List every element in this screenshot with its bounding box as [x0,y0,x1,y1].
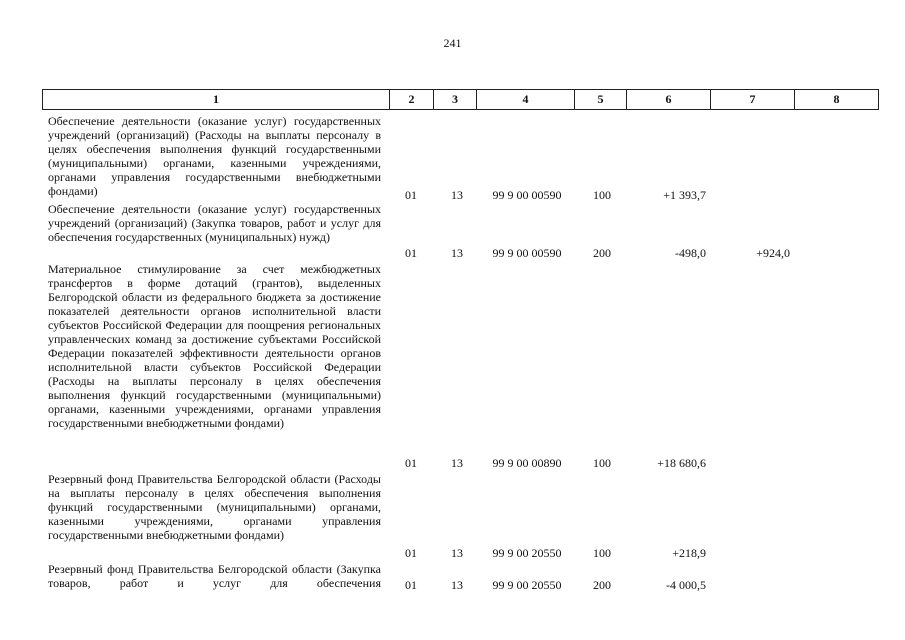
column-header-7: 7 [711,90,795,110]
row-pr: 13 [451,578,463,592]
row-pr: 13 [451,246,463,260]
row-amount-1: +218,9 [672,546,706,560]
column-header-5: 5 [575,90,627,110]
row-amount-1: -498,0 [675,246,706,260]
row-csr: 99 9 00 00890 [492,456,562,470]
page-number: 241 [443,36,462,50]
row-vr: 100 [593,546,611,560]
table-row [0,262,905,470]
column-header-3: 3 [434,90,477,110]
column-header-8: 8 [795,90,879,110]
row-description: Обеспечение деятельности (оказание услуг) государственных учреждений (организаций) (Закупка товаров, работ и услуг для обеспечения государственных (муниципальных) нужд) [48,202,381,244]
row-description: Резервный фонд Правительства Белгородской области (Расходы на выплаты персоналу в целях обеспечения выполнения функций государственными (муниципальными) органами, казенными учреждениями, органами управления государственными внебюджетными фондами) [48,472,381,542]
row-amount-1: +1 393,7 [663,188,706,202]
table-row [0,472,905,560]
table-row [0,114,905,202]
row-pr: 13 [451,188,463,202]
row-vr: 100 [593,188,611,202]
column-header-table [42,89,879,110]
row-pr: 13 [451,456,463,470]
row-description: Материальное стимулирование за счет межбюджетных трансфертов в форме дотаций (грантов), выделенных Белгородской области из федерального бюджета за достижение показателей деятельности органов исполнительной власти субъектов Российской Федерации для поощрения региональных управленческих команд за достижение субъектами Российской Федерации показателей эффективности деятельности органов исполнительной власти субъектов Российской Федерации (Расходы на выплаты персоналу в целях обеспечения выполнения функций государственными (муниципальными) органами, казенными учреждениями, органами управления государственными внебюджетными фондами) [48,262,381,430]
row-csr: 99 9 00 00590 [492,188,562,202]
table-row [0,562,905,592]
column-header-1: 1 [43,90,390,110]
row-csr: 99 9 00 20550 [492,546,562,560]
row-rz: 01 [405,578,417,592]
row-pr: 13 [451,546,463,560]
row-vr: 200 [593,246,611,260]
row-rz: 01 [405,546,417,560]
column-header-2: 2 [390,90,434,110]
row-rz: 01 [405,246,417,260]
row-amount-1: +18 680,6 [657,456,706,470]
row-vr: 200 [593,578,611,592]
table-row [0,202,905,260]
row-csr: 99 9 00 20550 [492,578,562,592]
row-description: Обеспечение деятельности (оказание услуг) государственных учреждений (организаций) (Расходы на выплаты персоналу в целях обеспечения выполнения функций государственными (муниципальными) органами, казенными учреждениями, органами управления государственными внебюджетными фондами) [48,114,381,198]
row-rz: 01 [405,188,417,202]
column-header-6: 6 [627,90,711,110]
row-csr: 99 9 00 00590 [492,246,562,260]
column-header-4: 4 [477,90,575,110]
row-amount-1: -4 000,5 [666,578,706,592]
row-rz: 01 [405,456,417,470]
row-description: Резервный фонд Правительства Белгородской области (Закупка товаров, работ и услуг для обеспечения [48,562,381,590]
row-vr: 100 [593,456,611,470]
column-header-row [43,90,879,110]
row-amount-2: +924,0 [756,246,790,260]
